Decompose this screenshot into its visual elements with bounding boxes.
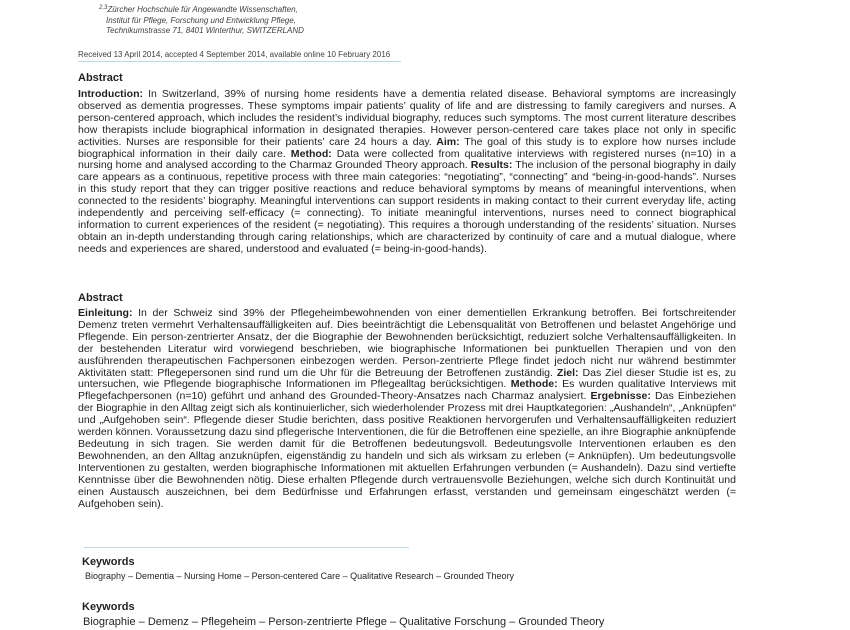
abstract-de-heading: Abstract xyxy=(78,292,123,304)
abstract-de-results-text: Das Einbeziehen der Biographie in den Alltag zeigt sich als kontinuierlicher, sich wiederholender Prozess mit drei Hauptkategorien: „Aushandeln“, „Anknüpfen“ und „Aufgehoben sein“. Pflegende dieser Studie berichten, dass positive Reaktionen hervorgerufen und Verhaltensauffälligkeiten reduziert werden können. Voraussetzung dazu sind pflegerische Interventionen, die für die Betroffenen eine spezielle, an ihre Biographie anknüpfende Bedeutung in sich tragen. Sie werden damit für die Betroffenen bedeutungsvoll. Bedeutungsvolle Interventionen erlauben es den Bewohnenden, an den Alltag anzuknüpfen, eigenständig zu handeln und sich als wirksam zu erleben (= Anknüpfen). Um bedeutungsvolle Interventionen zu gestalten, werden biographische Informationen mit aktuellen Erfahrungen verbunden (= Aushandeln). Dazu sind vertiefte Kenntnisse über die Bewohnenden nötig. Diese erhalten Pflegende durch vertrauensvolle Beziehungen, welche sich durch Kontinuität und einen Austausch auszeichnen, bei dem Bedürfnisse und Erfahrungen erfasst, verstanden und gemeinsam eingeschätzt werden (= Aufgehoben sein). xyxy=(78,390,736,510)
abstract-en-aim-text: The goal of this study is to explore how nurses include biographical information in their daily care. xyxy=(78,135,736,160)
received-dates: Received 13 April 2014, accepted 4 September 2014, available online 10 February 2016 xyxy=(78,50,391,59)
affiliation-line-1: $^{2,3}$Zürcher Hochschule für Angewandte Wissenschaften, xyxy=(99,5,298,14)
abstract-en-body xyxy=(78,89,736,256)
divider-top xyxy=(78,61,401,62)
divider-keywords xyxy=(84,547,409,548)
abstract-de-body xyxy=(78,308,736,510)
abstract-en-aim-label: Aim: xyxy=(431,135,460,148)
keywords-de-heading: Keywords xyxy=(82,601,135,613)
abstract-de-aim-label: Ziel: xyxy=(552,366,579,379)
abstract-de-method-text: Es wurden qualitative Interviews mit Pflegefachpersonen (n=10) geführt und anhand des Grounded-Theory-Ansatzes nach Charmaz analysiert. xyxy=(78,378,736,403)
abstract-de-intro-text: In der Schweiz sind 39% der Pflegeheimbewohnenden von einer dementiellen Erkrankung betroffen. Bei fortschreitender Demenz treten vermehrt Verhaltensauffälligkeiten auf. Dies beeinträchtigt die Lebensqualität von Betroffenen und belastet Angehörige und Pflegende. Ein person-zentrierter Ansatz, der die Biographie der Bewohnenden berücksichtigt, reduziert solche Verhaltensauffälligkeiten. In der bestehenden Literatur wird vorwiegend beschrieben, wie biographische Informationen bei punktuellen Therapien und von den ausführenden therapeutischen Fachpersonen einbezogen werden. Person-zentrierte Pflege findet jedoch nicht nur während bestimmter Aktivitäten statt: Pflegepersonen sind rund um die Uhr für die Betreuung der Betroffenen zuständig. xyxy=(78,307,736,379)
abstract-de-intro-label: Einleitung: xyxy=(78,307,133,319)
abstract-en-heading: Abstract xyxy=(78,72,123,84)
abstract-en-results-label: Results: xyxy=(467,159,513,172)
affiliation xyxy=(99,3,419,37)
keywords-en-list: Biography – Dementia – Nursing Home – Person-centered Care – Qualitative Research – Grounded Theory xyxy=(85,571,515,581)
affiliation-line-2: Institut für Pflege, Forschung und Entwicklung Pflege, xyxy=(106,15,296,25)
abstract-en-intro-text: In Switzerland, 39% of nursing home residents have a dementia related disease. Behavioral symptoms are increasingly observed as dementia progresses. These symptoms impair patients’ quality of life and are distressing to family caregivers and nurses. A person-centered approach, which includes the resident’s individual biography, reduces such symptoms. The most current literature describes how therapists include biographical information in designated therapies. However person-centered care takes place not only in specific activities. Nurses are responsible for their patients’ care 24 hours a day. xyxy=(78,88,736,148)
abstract-en-intro-label: Introduction: xyxy=(78,88,144,100)
abstract-en-method-text: Data were collected from qualitative interviews with registered nurses (n=10) in a nursing home and analysed according to the Charmaz Grounded Theory approach. xyxy=(78,147,736,172)
abstract-de-method-label: Methode: xyxy=(506,378,558,391)
abstract-en-method-label: Method: xyxy=(285,147,332,160)
keywords-en-heading: Keywords xyxy=(82,556,135,568)
abstract-de-aim-text: Das Ziel dieser Studie ist es, zu untersuchen, wie Pflegende biographische Informationen im Pflegealltag berücksichtigen. xyxy=(78,366,737,391)
keywords-de-list: Biographie – Demenz – Pflegeheim – Person-zentrierte Pflege – Qualitative Forschung – Grounded Theory xyxy=(83,616,605,628)
affiliation-line-3: Technikumstrasse 71, 8401 Winterthur, SWITZERLAND xyxy=(106,26,304,36)
affiliation-superscript: 2,3 xyxy=(99,5,108,11)
abstract-en-results-text: The inclusion of the personal biography in daily care appears as a continuous, repetitive process with three main categories: “negotiating”, “connecting” and “being-in-good-hands”. Nurses in this study report that they can trigger positive reactions and reduce behavioral symptoms by means of meaningful interventions, when connected to the residents’ biography. Meaningful interventions can support residents in making contact to their current everyday life, acting independently and perceiving self-efficacy (= connecting). To initiate meaningful interventions, nurses need to connect biographical information to current experiences of the resident (= negotiating). This requires a thorough understanding of the residents’ situation. Nurses obtain an in-depth understanding through caring relationships, which are characterized by continuity of care and a mutual dialogue, where needs and experiences are shared, understood and evaluated (= being-in-good-hands). xyxy=(78,159,736,255)
abstract-de-results-label: Ergebnisse: xyxy=(586,390,651,403)
